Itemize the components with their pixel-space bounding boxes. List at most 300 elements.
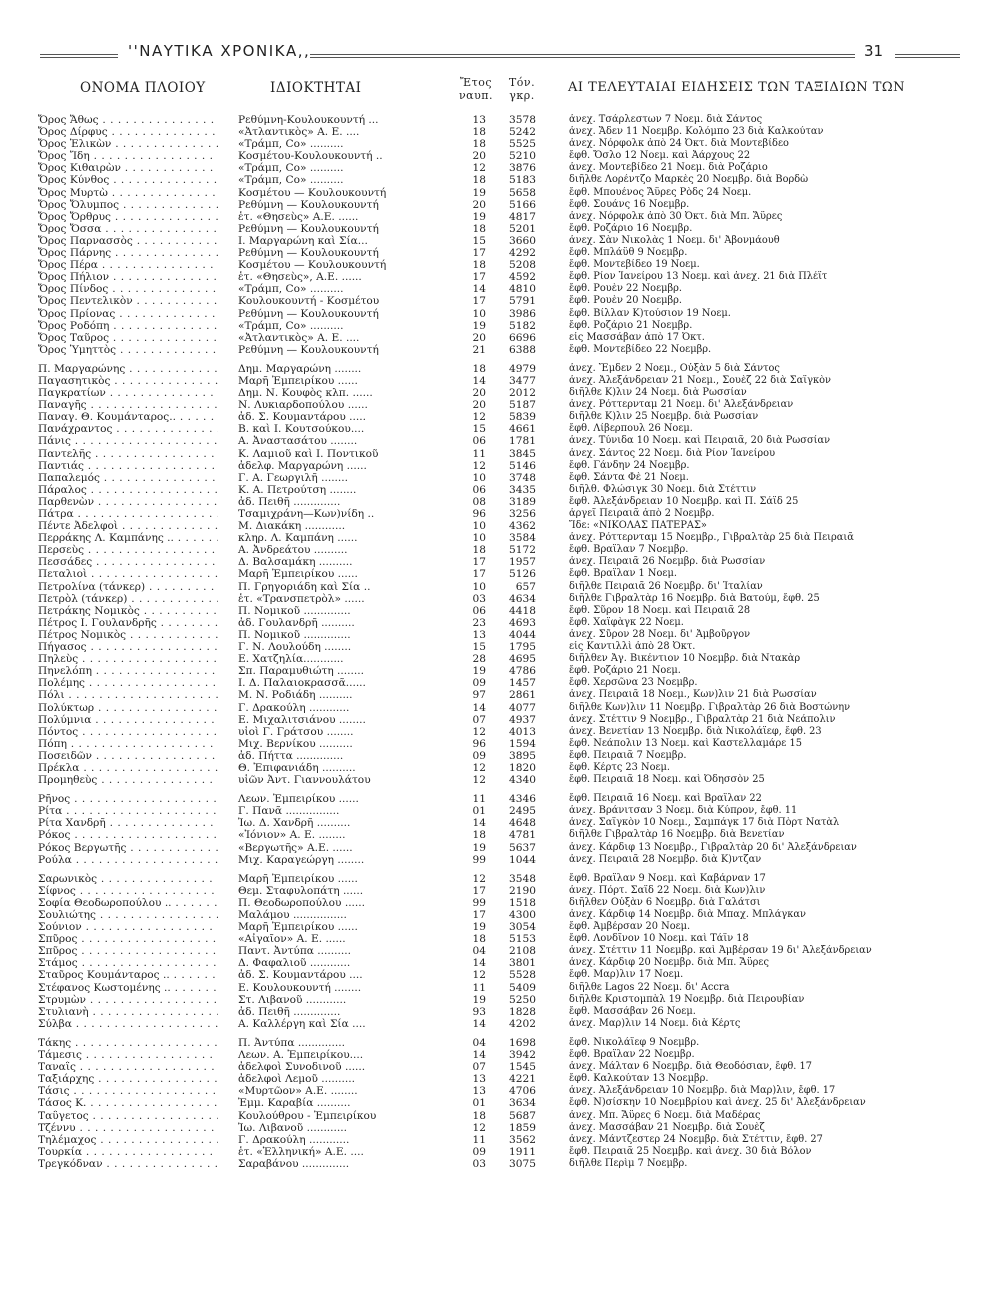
tonnage: 4077 (509, 701, 536, 714)
table-row (38, 641, 958, 653)
year-built: 18 (472, 259, 486, 272)
latest-news: ἀνεχ. Σαϊγκὸν 10 Νοεμ., Σαμπάγκ 17 διὰ Πὸρτ Νατὰλ (569, 817, 840, 829)
ship-name: Τρεγκόδναν . . . (38, 1158, 218, 1170)
tonnage: 5637 (509, 841, 536, 854)
tonnage: 4661 (509, 423, 536, 436)
latest-news: διῆλθε Περὶμ 7 Νοεμβρ. (569, 1157, 688, 1169)
table-row (38, 1037, 958, 1049)
ship-name: Σπῦρος . . . (38, 933, 218, 945)
table-row (38, 1146, 958, 1158)
table-row (38, 873, 958, 885)
table-row (38, 508, 958, 520)
table-row (38, 174, 958, 186)
ship-name: Πηνελόπη . . . (38, 665, 218, 677)
latest-news: ἀνεχ. Σάντος 22 Νοεμ. διὰ Ρίον Ἰανείρου (569, 447, 776, 459)
year-built: 18 (472, 362, 486, 375)
tonnage: 2108 (509, 945, 536, 958)
year-built: 17 (472, 568, 486, 581)
owner: ἀδ. Πήττα .............. (238, 749, 344, 762)
tonnage: 4695 (509, 653, 536, 666)
tonnage: 3986 (509, 307, 536, 320)
table-row (38, 605, 958, 617)
ship-name: Πόπη . . . (38, 738, 218, 750)
table-row (38, 1085, 958, 1097)
latest-news: διῆλθεν Ἀγ. Βικέντιον 10 Νοεμβρ. διὰ Ντακὰρ (569, 653, 801, 665)
table-row (38, 423, 958, 435)
ship-name: Ὄρος Δίρφυς . . . (38, 126, 218, 138)
latest-news: ἀνεχ. Νόρφολκ ἀπὸ 24 Ὀκτ. διὰ Μοντεβίδεο (569, 138, 789, 150)
owner: Ν. Λυκιαρδοπούλου ...... (238, 399, 368, 412)
tonnage: 3189 (509, 495, 536, 508)
tonnage: 5250 (509, 993, 536, 1006)
year-built: 14 (472, 1017, 486, 1030)
column-header-owner: ΙΔΙΟΚΤΗΤΑΙ (270, 80, 362, 96)
tonnage: 3876 (509, 162, 536, 175)
table-row (38, 629, 958, 641)
latest-news: ἔφθ. Λονδῖνον 10 Νοεμ. καὶ Τάϊν 18 (569, 933, 749, 945)
latest-news: ἔφθ. Χερσῶνα 23 Νοεμβρ. (569, 677, 698, 689)
year-built: 19 (472, 210, 486, 223)
tonnage: 2190 (509, 884, 536, 897)
latest-news: ἀνεχ. Τσάρλεστων 7 Νοεμ. διὰ Σάντος (569, 114, 763, 125)
owner: «Ἀτλαντικὸς» Α. Ε. .... (238, 331, 360, 344)
table-row (38, 581, 958, 593)
owner: Κοσμέτου — Κουλουκουντή (238, 186, 387, 199)
tonnage: 2012 (509, 387, 536, 400)
latest-news: ἔφθ. Ροζάριο 16 Νοεμβρ. (569, 222, 693, 234)
ship-name: Πολύμνια . . . (38, 714, 218, 726)
year-built: 17 (472, 909, 486, 921)
year-built: 13 (472, 114, 486, 126)
table-row (38, 677, 958, 689)
tonnage: 5172 (509, 544, 536, 557)
latest-news: ἀνεχ. Κάρδιφ 13 Νοεμβρ., Γιβραλτὰρ 20 δι' Ἀλεξάνδρειαν (569, 841, 857, 853)
ship-name: Ὄρος Πέρα . . . (38, 259, 218, 271)
ship-name: Πετρὸλ (τάνκερ) . . . (38, 593, 218, 605)
ship-name: Σοφία Θεοδωροπούλου .. . . . (38, 897, 218, 909)
table-row (38, 1073, 958, 1085)
table-row (38, 411, 958, 423)
ship-name: Πέτρος Νομικὸς . . . (38, 629, 218, 641)
latest-news: ἀνεχ. Βενετίαν 13 Νοεμβρ. διὰ Νικολάϊεφ, ἔφθ. 23 (569, 725, 822, 737)
table-row (38, 805, 958, 817)
ship-name: Περράκης Λ. Καμπάνης .. . . . (38, 532, 218, 544)
tonnage: 5525 (509, 138, 536, 151)
year-built: 18 (472, 126, 486, 139)
latest-news: διῆλθε Πειραιᾶ 26 Νοεμβρ. δι' Ἰταλίαν (569, 580, 763, 592)
year-built: 15 (472, 234, 486, 247)
latest-news: διῆλθε Γιβραλτὰρ 16 Νοεμβρ. διὰ Βατούμ, ἔφθ. 25 (569, 592, 820, 604)
year-built: 19 (472, 186, 486, 199)
ship-name: Στυλιανὴ . . . (38, 1006, 218, 1018)
owner: «Τράμπ, Co» .......... (238, 283, 344, 296)
tonnage: 4292 (509, 247, 536, 260)
tonnage: 5658 (509, 186, 536, 199)
year-built: 96 (472, 508, 486, 520)
tonnage: 5409 (509, 981, 536, 994)
latest-news: ἀνεχ. Μοντεβίδεο 21 Νοεμ. διὰ Ροζάριο (569, 162, 768, 174)
latest-news: ἔφθ. Ἀλεξάνδρειαν 10 Νοεμβρ. καὶ Π. Σάϊδ 25 (569, 495, 799, 507)
table-row (38, 945, 958, 957)
latest-news: ἔφθ. Πειραιᾶ 7 Νοεμβρ. (569, 749, 687, 761)
latest-news: ἀνεχ. Βράνιτσαν 3 Νοεμ. διὰ Κύπρον, ἔφθ. 11 (569, 805, 798, 817)
tonnage: 5242 (509, 126, 536, 139)
year-built: 09 (472, 749, 486, 762)
year-built: 10 (472, 532, 486, 545)
table-row (38, 283, 958, 295)
tonnage: 1518 (509, 896, 536, 909)
latest-news: ἀνεχ. Στέττιν 9 Νοεμβρ., Γιβραλτὰρ 21 διὰ Νεάπολιν (569, 713, 836, 725)
owner: «Τράμπ, Co» .......... (238, 174, 344, 187)
latest-news: ἀνεχ. Ἀλεξάνδρειαν 10 Νοεμβρ. διὰ Μαρ)λιν, ἔφθ. 17 (569, 1085, 836, 1097)
latest-news: ἀνεχ. Μαρ)λιν 14 Νοεμ. διὰ Κέρτς (569, 1017, 741, 1029)
tonnage: 1457 (509, 677, 536, 690)
table-row (38, 150, 958, 162)
tonnage: 4300 (509, 909, 536, 921)
group-separator (38, 866, 958, 873)
year-built: 97 (472, 689, 486, 702)
tonnage: 5210 (509, 150, 536, 163)
table-row (38, 399, 958, 411)
ship-name: Πανάχραντος . . . (38, 423, 218, 435)
owner: Σπ. Παραμυθιώτη ........ (238, 665, 364, 678)
year-built: 10 (472, 520, 486, 533)
table-row (38, 520, 958, 532)
year-built: 20 (472, 399, 486, 412)
owner: ἀδελφ. Μαργαρώνη ...... (238, 459, 367, 472)
ship-name: Πάραλος . . . (38, 484, 218, 496)
tonnage: 1795 (509, 641, 536, 654)
owner: Γ. Δρακούλη ............ (238, 701, 350, 714)
table-row (38, 126, 958, 138)
table-row (38, 544, 958, 556)
table-row (38, 969, 958, 981)
year-built: 04 (472, 1036, 486, 1049)
tonnage: 5183 (509, 174, 536, 187)
table-row (38, 793, 958, 805)
latest-news: ἔφθ. Ροζάριο 21 Νοεμ. (569, 665, 681, 677)
ship-name: Ὄρος Παρνασσὸς . . . (38, 235, 218, 247)
column-header-news: ΑΙ ΤΕΛΕΥΤΑΙΑΙ ΕΙΔΗΣΕΙΣ ΤΩΝ ΤΑΞΙΔΙΩΝ ΤΩΝ (568, 80, 906, 95)
table-row (38, 568, 958, 580)
ship-name: Πάνις . . . (38, 435, 218, 447)
ship-name: Παγκρατίων . . . (38, 387, 218, 399)
year-built: 06 (472, 435, 486, 448)
header-rule-right (895, 54, 960, 58)
tonnage: 3634 (509, 1097, 536, 1110)
latest-news: ἀνεχ. Μάλταν 6 Νοεμβρ. διὰ Θεοδόσιαν, ἔφθ. 17 (569, 1061, 812, 1073)
ship-name: Ὄρος Ἄθως . . . (38, 114, 218, 126)
tonnage: 3075 (509, 1157, 536, 1170)
ship-name: Πέντε Ἀδελφοὶ . . . (38, 520, 218, 532)
tonnage: 2495 (509, 805, 536, 818)
year-built: 13 (472, 1073, 486, 1086)
latest-news: ἔφθ. Ρουὲν 22 Νοεμβρ. (569, 283, 683, 295)
owner: υἱῶν Ἀντ. Γιαννουλάτου (238, 774, 371, 787)
table-row (38, 435, 958, 447)
ship-name: Στέφανος Κωστομένης .. . . . (38, 982, 218, 994)
owner: Ρεθύμνη — Κουλουκουντή (238, 307, 379, 320)
owner: Λεων. Α. Ἐμπειρίκου.... (238, 1049, 364, 1062)
owner: υἱοὶ Γ. Γράτσου ........ (238, 725, 354, 738)
ship-name: Πεταλιοὶ . . . (38, 568, 218, 580)
owner: Θεμ. Σταφυλοπάτη ...... (238, 884, 364, 897)
latest-news: διῆλθε Κων)λιν 11 Νοεμβρ. Γιβραλτὰρ 26 διὰ Βοστώνην (569, 701, 851, 713)
year-built: 03 (472, 592, 486, 605)
year-built: 08 (472, 495, 486, 508)
ship-name: Παντιάς . . . (38, 460, 218, 472)
owner: ἀδ. Πειθῆ .............. (238, 495, 341, 508)
latest-news: διῆλθε Κ)λιν 24 Νοεμ. διὰ Ρωσσίαν (569, 387, 747, 399)
year-built: 09 (472, 1145, 486, 1158)
latest-news: ἀνεχ. Ἔμδεν 2 Νοεμ., Οὐξὰν 5 διὰ Σάντος (569, 362, 780, 374)
owner: Γ. Α. Γεωργιλῆ ........ (238, 471, 349, 484)
tonnage: 1957 (509, 556, 536, 569)
latest-news: ἔφθ. Μπλάϋθ 9 Νοεμβρ. (569, 247, 688, 259)
latest-news: Ἴδε: «ΝΙΚΟΛΑΣ ΠΑΤΕΡΑΣ» (569, 520, 707, 532)
owner: ἀδελφοὶ Συνοδινοῦ ...... (238, 1061, 366, 1074)
tonnage: 1781 (509, 435, 536, 448)
tonnage: 6696 (509, 331, 536, 344)
owner: Ρεθύμνη-Κουλουκουντή ... (238, 114, 379, 126)
year-built: 17 (472, 884, 486, 897)
ship-name: Στάμος . . . (38, 957, 218, 969)
year-built: 14 (472, 701, 486, 714)
ship-name: Πρέκλα . . . (38, 762, 218, 774)
table-row (38, 1061, 958, 1073)
tonnage: 4346 (509, 793, 536, 806)
owner: Ἰω. Λιβανοῦ ............ (238, 1121, 348, 1134)
table-row (38, 295, 958, 307)
ship-name: Ὄρος Ὄσσα . . . (38, 223, 218, 235)
latest-news: ἔφθ. Σῦρον 18 Νοεμ. καὶ Πειραιᾶ 28 (569, 604, 751, 616)
year-built: 19 (472, 665, 486, 678)
group-separator (38, 356, 958, 363)
group-separator (38, 1030, 958, 1037)
tonnage: 1594 (509, 737, 536, 750)
latest-news: ἀνεχ. Νόρφολκ ἀπὸ 30 Ὀκτ. διὰ Μπ. Ἄϋρες (569, 210, 783, 222)
tonnage: 4979 (509, 362, 536, 375)
year-built: 19 (472, 319, 486, 332)
owner: Π. Θεοδωροπούλου ...... (238, 896, 366, 909)
tonnage: 4221 (509, 1073, 536, 1086)
owner: Γ. Ν. Λουλούδη ........ (238, 641, 352, 654)
ship-name: Παρθενὼν . . . (38, 496, 218, 508)
table-row (38, 332, 958, 344)
tonnage: 3548 (509, 872, 536, 885)
table-row (38, 726, 958, 738)
tonnage: 4202 (509, 1017, 536, 1030)
ship-name: Ρούλα . . . (38, 854, 218, 866)
latest-news: ἀνεχ. Μπ. Ἄϋρες 6 Νοεμ. διὰ Μαδέρας (569, 1109, 761, 1121)
latest-news: ἔφθ. Πειραιᾶ 18 Νοεμ. καὶ Ὀδησσὸν 25 (569, 774, 765, 786)
ship-name: Πόλι . . . (38, 689, 218, 701)
ship-name: Σύλβα . . . (38, 1018, 218, 1030)
tonnage: 4937 (509, 713, 536, 726)
year-built: 10 (472, 580, 486, 593)
owner: Σαραβάνου .............. (238, 1157, 350, 1170)
owner: Μιχ. Καραγεώργη ........ (238, 853, 365, 866)
table-row (38, 1134, 958, 1146)
latest-news: ἀνεχ. Πειραιᾶ 28 Νοεμβρ. διὰ Κ)ντζαν (569, 853, 762, 865)
year-built: 20 (472, 387, 486, 400)
tonnage: 4786 (509, 665, 536, 678)
latest-news: ἀνεχ. Πειραιᾶ 26 Νοεμβρ. διὰ Ρωσσίαν (569, 556, 766, 568)
tonnage: 1044 (509, 853, 536, 866)
ship-name: Ταΰγετος . . . (38, 1110, 218, 1122)
owner: ἑτ. «Θησεὺς» Α.Ε. ...... (238, 210, 359, 223)
owner: ἀδ. Σ. Κουμαντάρου ..... (238, 411, 366, 424)
latest-news: ἔφθ. Κέρτς 23 Νοεμ. (569, 761, 671, 773)
year-built: 10 (472, 471, 486, 484)
owner: «Ἀτλαντικὸς» Α. Ε. .... (238, 126, 360, 139)
owner: ἑτ. «Θησεὺς», Α.Ε. ...... (238, 271, 362, 284)
ship-name: Πάτρα . . . (38, 508, 218, 520)
latest-news: ἔφθ. Βραΐλαν 1 Νοεμ. (569, 568, 677, 580)
ship-name: Ὄρος Πίνδος . . . (38, 283, 218, 295)
ship-name: Ὄρος Πάρνης . . . (38, 247, 218, 259)
ship-table (38, 114, 958, 1170)
tonnage: 5126 (509, 568, 536, 581)
latest-news: ἀνεχ. Ρόττερνταμ 15 Νοεμβρ., Γιβραλτὰρ 25 διὰ Πειραιᾶ (569, 532, 854, 544)
owner: Μαρῆ Ἐμπειρίκου ...... (238, 872, 358, 885)
latest-news: ἔφθ. Μοντεβίδεο 22 Νοεμβρ. (569, 343, 712, 355)
latest-news: ἀνεχ. Τύνιδα 10 Νοεμ. καὶ Πειραιᾶ, 20 διὰ Ρωσσίαν (569, 435, 831, 447)
latest-news: ἀνεχ. Μασσάβαν 21 Νοεμβρ. διὰ Σουὲζ (569, 1121, 765, 1133)
owner: Μ. Ν. Ροδιάδη .......... (238, 689, 353, 702)
column-header-year: Ἔτος ναυπ. (458, 76, 494, 102)
owner: Μαλάμου ................ (238, 909, 347, 921)
tonnage: 4648 (509, 817, 536, 830)
year-built: 11 (472, 793, 486, 806)
ship-name: Ὄρος Ροδόπη . . . (38, 320, 218, 332)
column-header-tons: Τόν. γκρ. (508, 76, 536, 102)
year-built: 21 (472, 343, 486, 356)
owner: Ε. Χατζηλία............ (238, 653, 344, 666)
tonnage: 3562 (509, 1133, 536, 1146)
owner: Δ. Φαφαλιοῦ ............ (238, 957, 351, 970)
year-built: 18 (472, 933, 486, 946)
tonnage: 4634 (509, 592, 536, 605)
owner: Μαρῆ Ἐμπειρίκου ...... (238, 568, 358, 581)
table-row (38, 750, 958, 762)
table-row (38, 556, 958, 568)
owner: Κουλούθρου - Ἐμπειρίκου (238, 1109, 377, 1122)
tonnage: 1911 (509, 1145, 536, 1158)
year-built: 19 (472, 921, 486, 934)
table-row (38, 387, 958, 399)
ship-name: Ὄρος Πρίονας . . . (38, 308, 218, 320)
ship-name: Πολέμης . . . (38, 677, 218, 689)
table-row (38, 1110, 958, 1122)
year-built: 96 (472, 737, 486, 750)
year-built: 18 (472, 222, 486, 235)
latest-news: ἔφθ. Μοντεβίδεο 19 Νοεμ. (569, 259, 700, 271)
ship-name: Πεσσάδες . . . (38, 556, 218, 568)
year-built: 99 (472, 853, 486, 866)
tonnage: 3942 (509, 1049, 536, 1062)
table-row (38, 484, 958, 496)
table-row (38, 1049, 958, 1061)
ship-name: Ρίτα Χανδρῆ . . . (38, 817, 218, 829)
table-row (38, 199, 958, 211)
year-built: 14 (472, 957, 486, 970)
ship-name: Τάκης . . . (38, 1037, 218, 1049)
ship-name: Ὄρος Ἴδη . . . (38, 150, 218, 162)
table-row (38, 162, 958, 174)
year-built: 12 (472, 1121, 486, 1134)
ship-name: Στρυμὼν . . . (38, 994, 218, 1006)
latest-news: ἔφθ. Μαρ)λιν 17 Νοεμ. (569, 969, 684, 981)
year-built: 17 (472, 295, 486, 308)
latest-news: ἔφθ. Χαϊφὰγκ 22 Νοεμ. (569, 616, 684, 628)
ship-name: Προμηθεὺς . . . (38, 774, 218, 786)
ship-name: Πόντος . . . (38, 726, 218, 738)
year-built: 28 (472, 653, 486, 666)
latest-news: ἔφθ. Ν)σίσκην 10 Νοεμβρίου καὶ ἀνεχ. 25 δι' Ἀλεξάνδρειαν (569, 1097, 866, 1109)
ship-name: Πέτρος Ι. Γουλανδρῆς . . . (38, 617, 218, 629)
table-row (38, 957, 958, 969)
owner: Ρεθύμνη — Κουλουκουντή (238, 198, 379, 211)
header-rule-middle (310, 54, 855, 58)
year-built: 23 (472, 616, 486, 629)
tonnage: 2861 (509, 689, 536, 702)
latest-news: ἔφθ. Ὄσλο 12 Νοεμ. καὶ Ἀάρχους 22 (569, 150, 751, 162)
tonnage: 5687 (509, 1109, 536, 1122)
owner: Ἰω. Δ. Χανδρῆ .......... (238, 817, 351, 830)
tonnage: 3477 (509, 374, 536, 387)
owner: Κ. Λαμιοῦ καὶ Ι. Ποντικοῦ (238, 447, 379, 460)
latest-news: ἀνεχ. Σὰν Νικολὰς 1 Νοεμ. δι' Ἀβονμάουθ (569, 234, 780, 246)
table-row (38, 320, 958, 332)
tonnage: 3895 (509, 749, 536, 762)
owner: «Αἰγαῖον» Α. Ε. ...... (238, 933, 346, 946)
tonnage: 1820 (509, 761, 536, 774)
page-number: 31 (864, 42, 884, 60)
year-built: 12 (472, 761, 486, 774)
year-built: 04 (472, 945, 486, 958)
owner: Παντ. Ἀντύπα .......... (238, 945, 351, 958)
latest-news: εἰς Μασσάβαν ἀπὸ 17 Ὀκτ. (569, 331, 705, 343)
latest-news: ἔφθ. Βραΐλαν 7 Νοεμβρ. (569, 544, 689, 556)
tonnage: 3054 (509, 921, 536, 934)
ship-name: Ρόκος . . . (38, 829, 218, 841)
year-built: 12 (472, 725, 486, 738)
owner: Λεων. Ἐμπειρίκου ...... (238, 793, 359, 806)
table-row (38, 211, 958, 223)
ship-name: Τζέννυ . . . (38, 1122, 218, 1134)
ship-name: Παναγῆς . . . (38, 399, 218, 411)
owner: Α. Ἀναστασάτου ........ (238, 435, 358, 448)
year-built: 18 (472, 138, 486, 151)
latest-news: ἔφθ. Σουάνς 16 Νοεμβρ. (569, 198, 690, 210)
latest-news: ἔφθ. Ἀμβέρσαν 20 Νοεμ. (569, 921, 691, 933)
owner: Γ. Πανᾶ ................ (238, 805, 340, 818)
ship-name: Ὄρος Ὑμηττὸς . . . (38, 344, 218, 356)
year-built: 13 (472, 628, 486, 641)
table-row (38, 593, 958, 605)
owner: Α. Καλλέργη καὶ Σία .... (238, 1017, 366, 1030)
owner: Π. Νομικοῦ .............. (238, 628, 351, 641)
tonnage: 4044 (509, 628, 536, 641)
latest-news: ἔφθ. Λίβερπουλ 26 Νοεμ. (569, 423, 693, 435)
latest-news: ἔφθ. Βραΐλαν 9 Νοεμ. καὶ Καβάρναν 17 (569, 872, 766, 884)
table-row (38, 829, 958, 841)
table-row (38, 921, 958, 933)
owner: Δ. Βαλσαμάκη .......... (238, 556, 353, 569)
tonnage: 5153 (509, 933, 536, 946)
owner: Μιχ. Βερνίκου .......... (238, 737, 353, 750)
